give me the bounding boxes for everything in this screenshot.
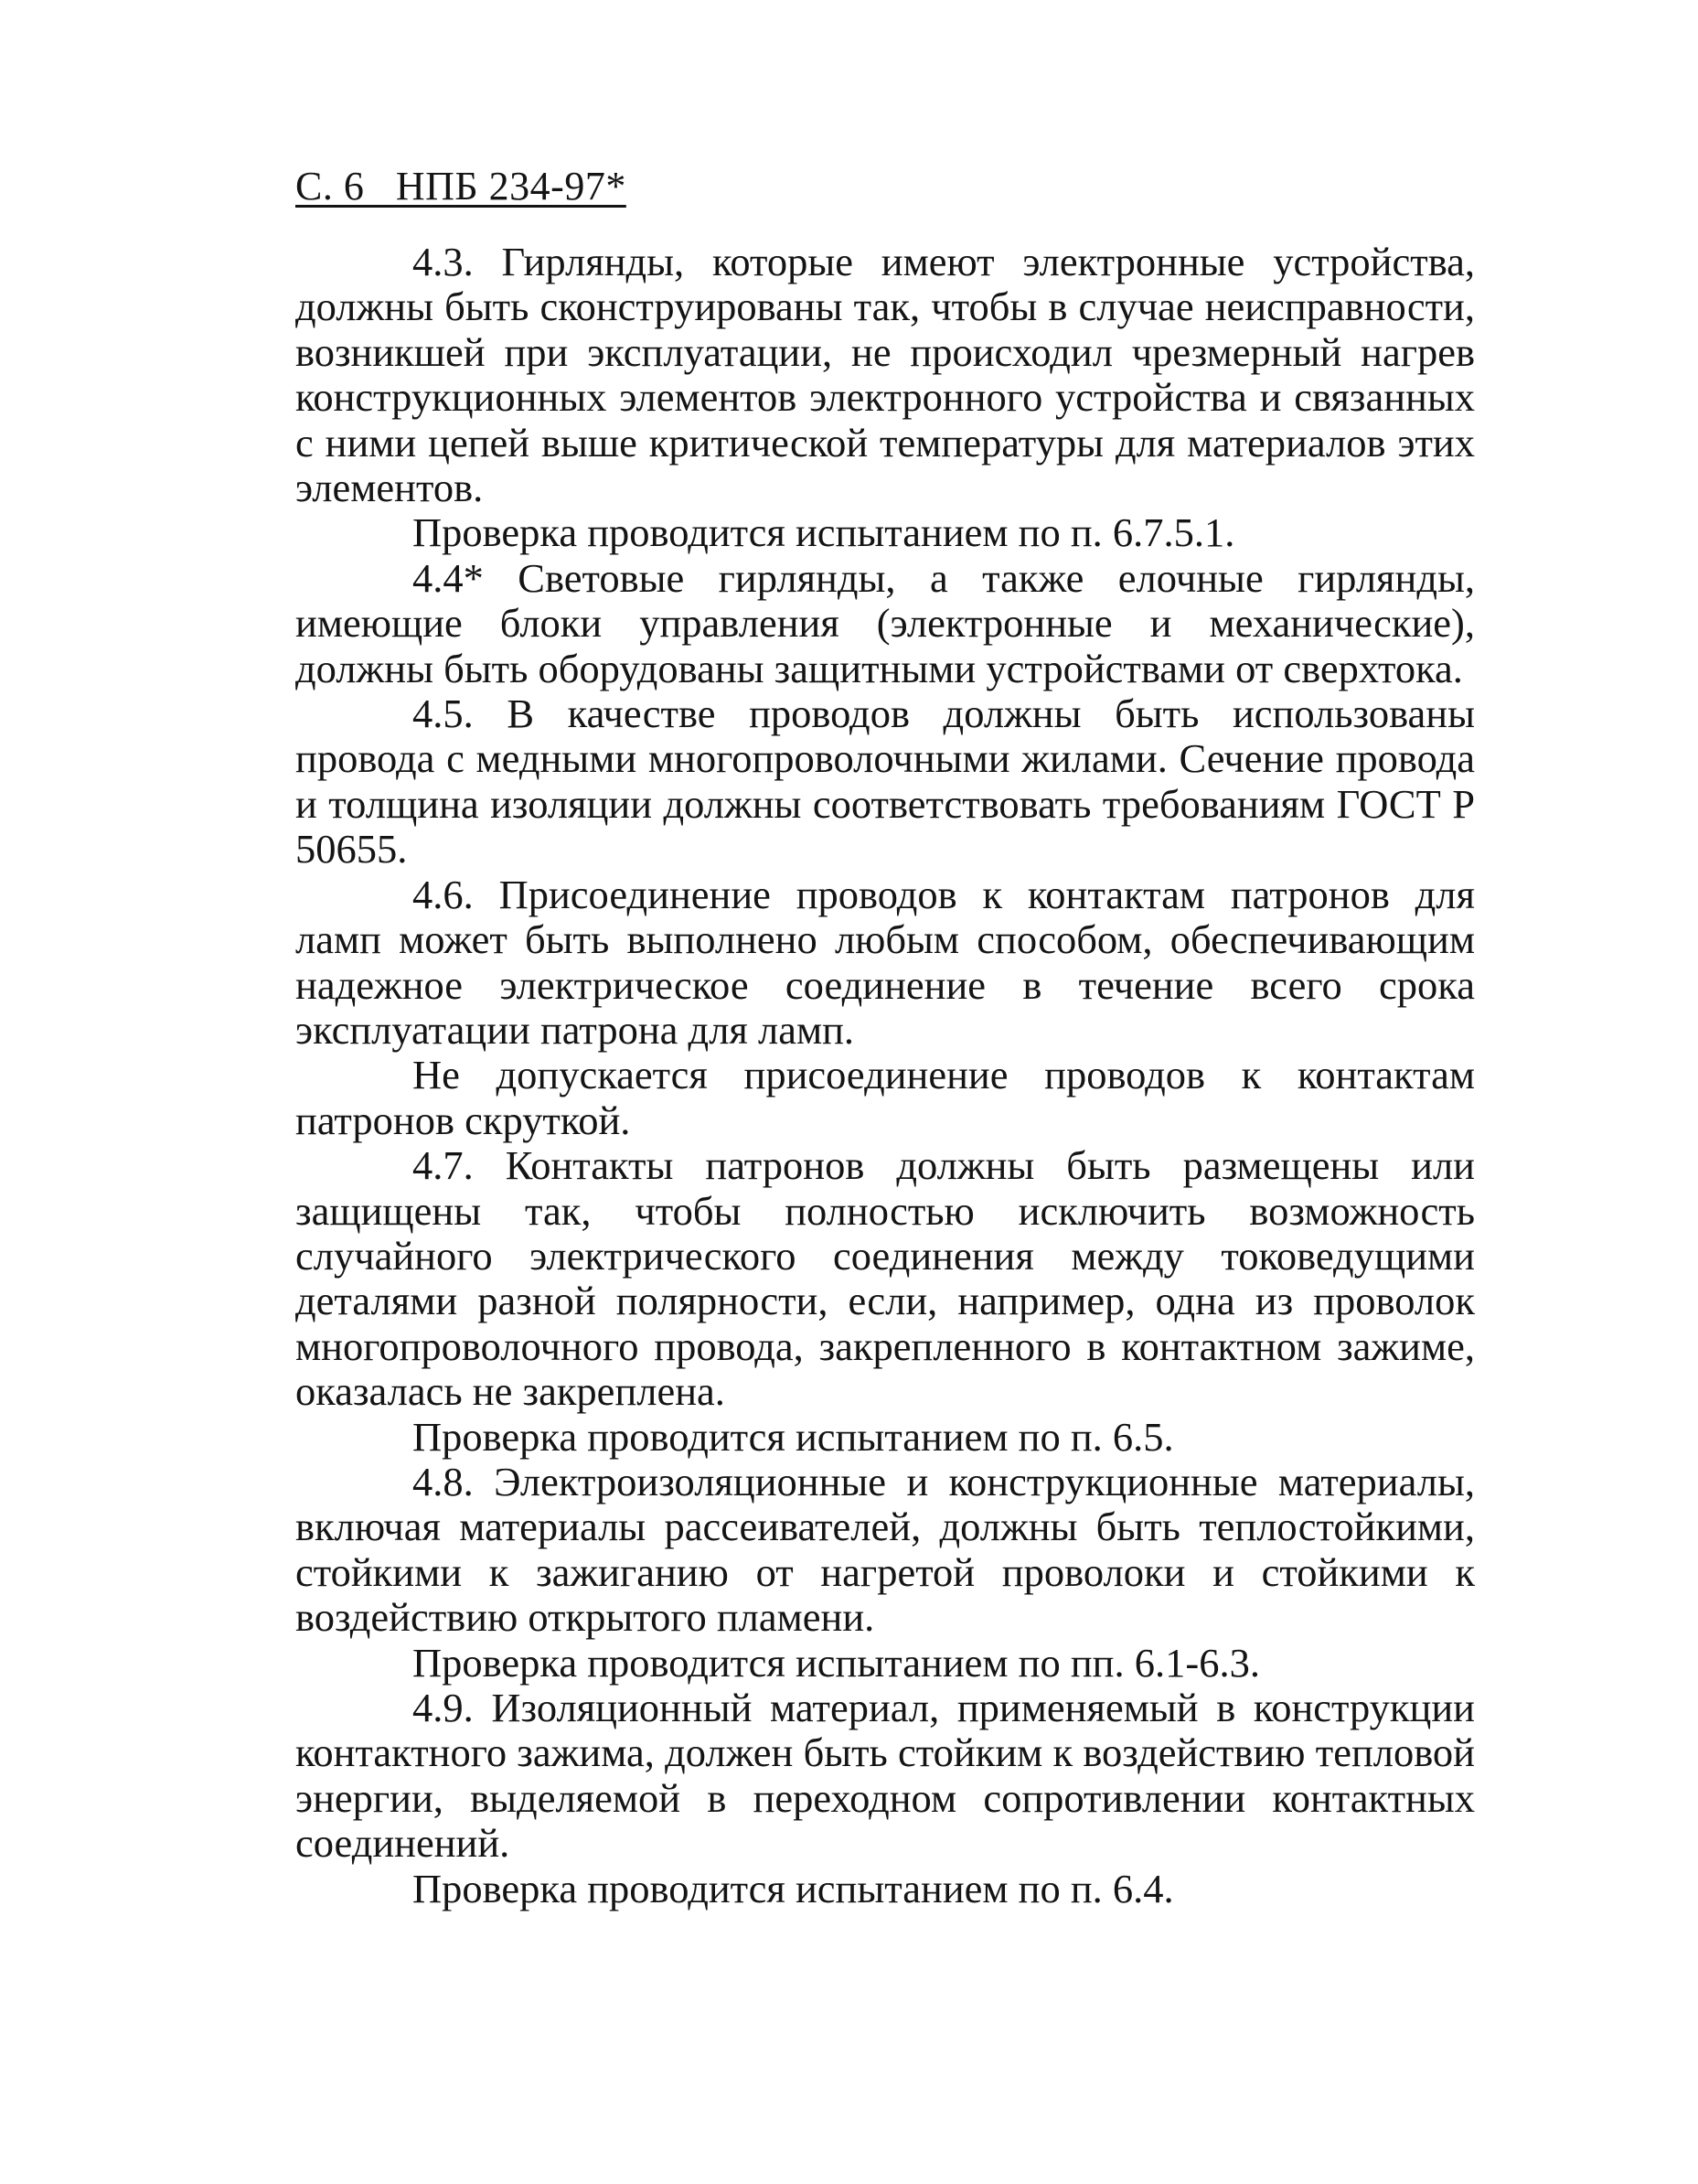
- clause-4-6: 4.6. Присоединение проводов к контактам патронов для ламп может быть выполнено любым способом, обеспечивающим надежное электрическое соединение в течение всего срока эксплуатации патрона для ламп.: [295, 871, 1475, 1053]
- clause-4-3: 4.3. Гирлянды, которые имеют электронные устройства, должны быть сконструированы так, чтобы в случае неисправности, возникшей при эксплуатации, не происходил чрезмерный нагрев конструкционных элементов электронного устройства и связанных с ними цепей выше критической температуры для материалов этих элементов.: [295, 239, 1475, 511]
- document-body: [295, 240, 1475, 1911]
- page-header: С. 6 НПБ 234-97*: [295, 164, 626, 209]
- check-note-4-3: Проверка проводится испытанием по п. 6.7.5.1.: [412, 509, 1235, 556]
- clause-4-9: 4.9. Изоляционный материал, применяемый в конструкции контактного зажима, должен быть стойким к воздействию тепловой энергии, выделяемой в переходном сопротивлении контактных соединений.: [295, 1685, 1475, 1867]
- clause-4-8: 4.8. Электроизоляционные и конструкционные материалы, включая материалы рассеивателей, должны быть теплостойкими, стойкими к зажиганию от нагретой проволоки и стойкими к воздействию открытого пламени.: [295, 1458, 1475, 1641]
- check-note-4-7: Проверка проводится испытанием по п. 6.5.: [412, 1413, 1174, 1460]
- clause-4-4: 4.4* Световые гирлянды, а также елочные гирлянды, имеющие блоки управления (электронные и механические), должны быть оборудованы защитными устройствами от сверхтока.: [295, 554, 1475, 691]
- clause-4-5: 4.5. В качестве проводов должны быть использованы провода с медными многопроволочными жилами. Сечение провода и толщина изоляции должны соответствовать требованиям ГОСТ Р 50655.: [295, 691, 1475, 873]
- check-note-4-9: Проверка проводится испытанием по п. 6.4.: [412, 1865, 1174, 1911]
- clause-4-7: 4.7. Контакты патронов должны быть размещены или защищены так, чтобы полностью исключить возможность случайного электрического соединения между токоведущими деталями разной полярности, если, например, одна из проволок многопроволочного провода, закрепленного в контактном зажиме, оказалась не закреплена.: [295, 1142, 1475, 1415]
- check-note-4-8: Проверка проводится испытанием по пп. 6.1-6.3.: [412, 1639, 1260, 1686]
- clause-4-6-note: Не допускается присоединение проводов к контактам патронов скруткой.: [295, 1052, 1475, 1143]
